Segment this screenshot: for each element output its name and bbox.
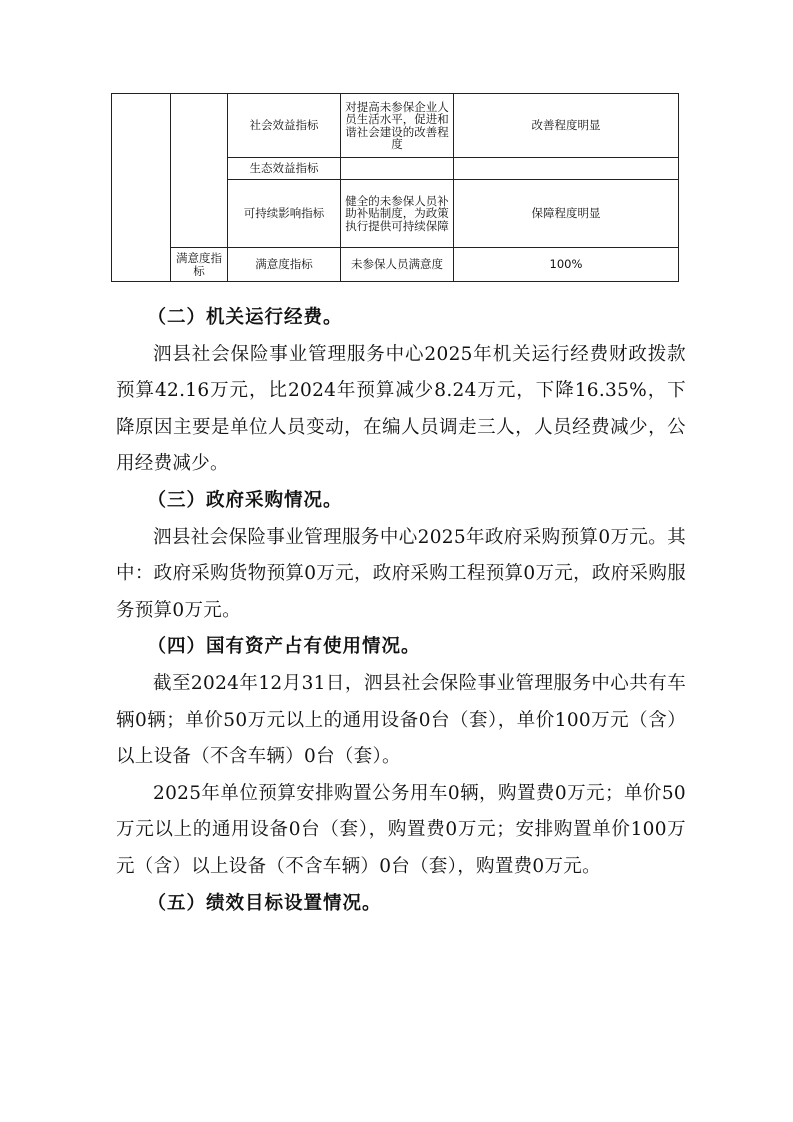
table-cell-indicator: 社会效益指标 [228, 94, 341, 158]
table-row [112, 94, 679, 158]
table-cell-target: 保障程度明显 [454, 180, 679, 248]
performance-indicator-table [111, 93, 679, 282]
body-paragraph: 截至2024年12月31日，泗县社会保险事业管理服务中心共有车辆0辆；单价50万元以上的通用设备0台（套），单价100万元（含）以上设备（不含车辆）0台（套）。 [116, 672, 686, 768]
table-cell-merged-level1 [112, 94, 171, 282]
table-cell-content: 未参保人员满意度 [341, 248, 454, 282]
table-cell-content: 健全的未参保人员补助补贴制度，为政策执行提供可持续保障 [341, 180, 454, 248]
table-cell-indicator: 满意度指标 [228, 248, 341, 282]
body-text [116, 300, 686, 922]
body-paragraph: 泗县社会保险事业管理服务中心2025年机关运行经费财政拨款预算42.16万元，比2024年预算减少8.24万元，下降16.35%，下降原因主要是单位人员变动，在编人员调走三人，人员经费减少，公用经费减少。 [116, 343, 686, 475]
section-heading: （二）机关运行经费。 [147, 307, 343, 328]
section-heading: （五）绩效目标设置情况。 [147, 892, 382, 914]
table-cell-indicator: 生态效益指标 [228, 158, 341, 180]
table-cell-category: 满意度指标 [171, 248, 228, 282]
section-heading: （四）国有资产占有使用情况。 [147, 636, 421, 658]
body-paragraph: 泗县社会保险事业管理服务中心2025年政府采购预算0万元。其中：政府采购货物预算0万元，政府采购工程预算0万元，政府采购服务预算0万元。 [116, 526, 686, 621]
body-paragraph: 2025年单位预算安排购置公务用车0辆，购置费0万元；单价50万元以上的通用设备0台（套），购置费0万元；安排购置单价100万元（含）以上设备（不含车辆）0台（套），购置费0万元。 [116, 782, 686, 877]
table-cell-content [341, 158, 454, 180]
table-row [112, 248, 679, 282]
table-cell-merged-level2 [171, 94, 228, 248]
table-cell-indicator: 可持续影响指标 [228, 180, 341, 248]
section-heading: （三）政府采购情况。 [147, 489, 343, 511]
table-cell-content: 对提高未参保企业人员生活水平，促进和谐社会建设的改善程度 [341, 94, 454, 158]
table-cell-target: 改善程度明显 [454, 94, 679, 158]
table-cell-target: 100% [454, 248, 679, 282]
table-cell-target [454, 158, 679, 180]
